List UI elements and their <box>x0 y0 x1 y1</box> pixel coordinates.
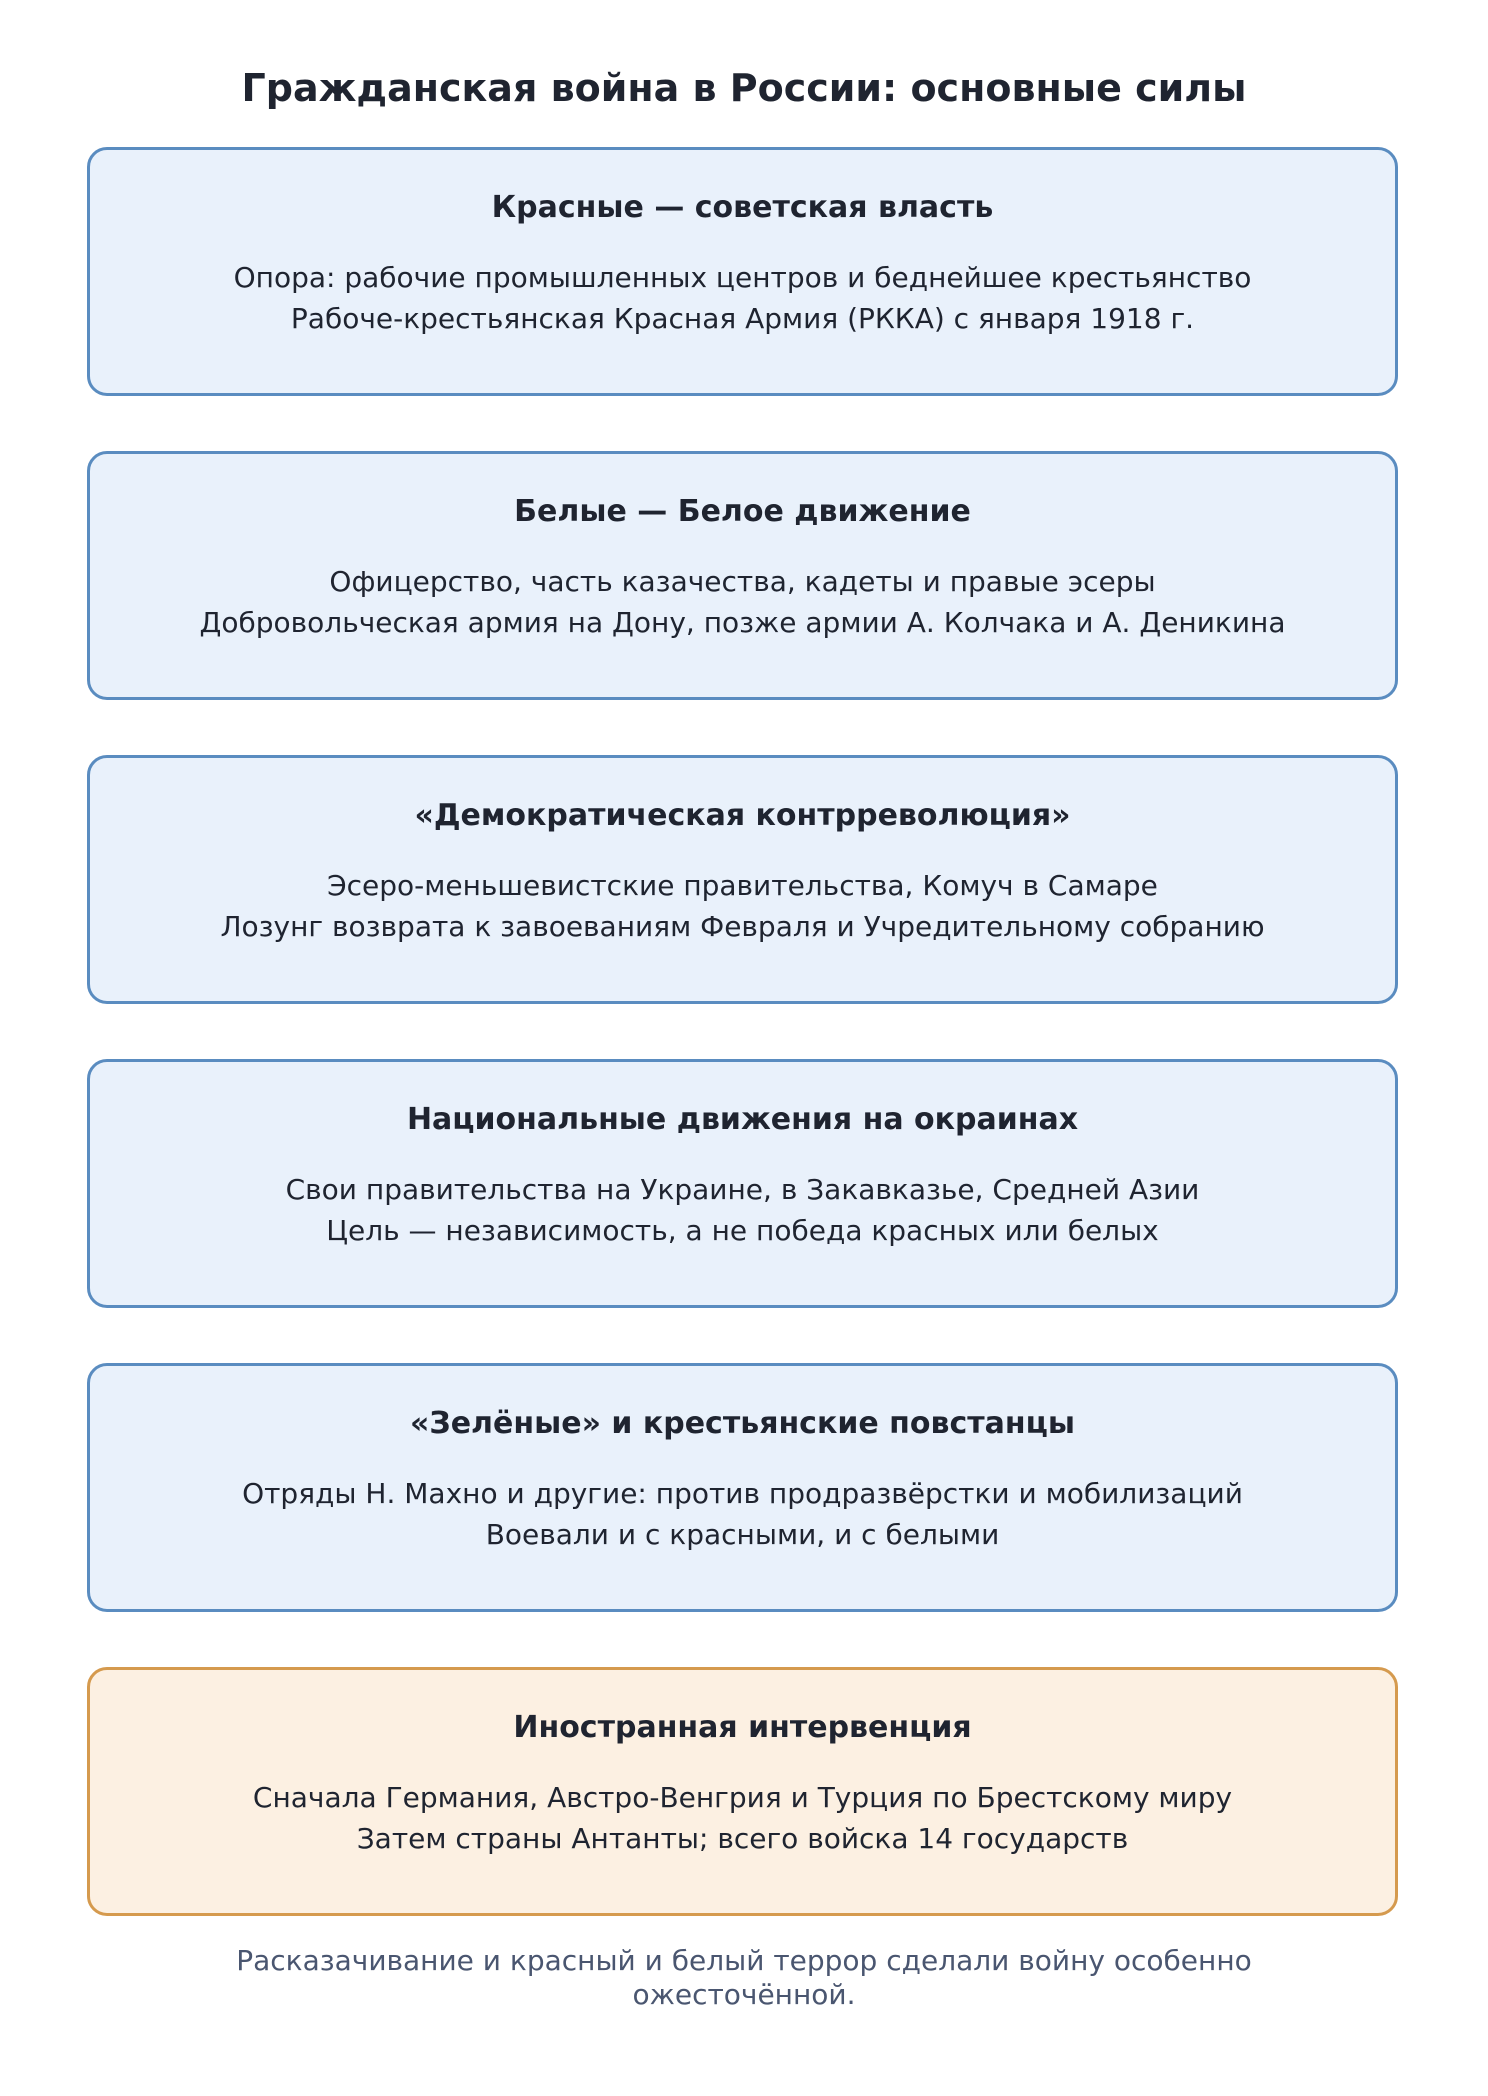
box-line: Сначала Германия, Австро-Венгрия и Турция по Брестскому миру <box>252 1781 1233 1814</box>
box-title: Национальные движения на окраинах <box>406 1102 1079 1137</box>
box-national-movements <box>87 1059 1398 1308</box>
forces-diagram <box>87 147 1398 1971</box>
box-line: Лозунг возврата к завоеваниям Февраля и Учредительному собранию <box>220 910 1265 943</box>
box-democratic-counterrevolution <box>87 755 1398 1004</box>
box-title: Иностранная интервенция <box>513 1710 972 1745</box>
box-line: Отряды Н. Махно и другие: против продразвёрстки и мобилизаций <box>242 1477 1243 1510</box>
box-line: Эсеро-меньшевистские правительства, Комуч в Самаре <box>327 869 1158 902</box>
box-title: Белые — Белое движение <box>514 494 971 529</box>
box-whites <box>87 451 1398 700</box>
box-line: Воевали и с красными, и с белыми <box>485 1518 1000 1551</box>
box-line: Опора: рабочие промышленных центров и беднейшее крестьянство <box>233 261 1252 294</box>
box-line: Рабоче-крестьянская Красная Армия (РККА) с января 1918 г. <box>290 302 1195 335</box>
box-line: Офицерство, часть казачества, кадеты и правые эсеры <box>329 565 1156 598</box>
box-line: Цель — независимость, а не победа красных или белых <box>326 1214 1159 1247</box>
box-title: «Зелёные» и крестьянские повстанцы <box>410 1406 1075 1441</box>
box-greens <box>87 1363 1398 1612</box>
box-title: Красные — советская власть <box>491 190 994 225</box>
box-reds <box>87 147 1398 396</box>
box-title: «Демократическая контрреволюция» <box>414 798 1071 833</box>
box-foreign-intervention <box>87 1667 1398 1916</box>
footnote: Расказачивание и красный и белый террор сделали войну особенно ожесточённой. <box>236 1944 1252 2011</box>
box-line: Затем страны Антанты; всего войска 14 государств <box>356 1822 1129 1855</box>
box-line: Свои правительства на Украине, в Закавказье, Средней Азии <box>285 1173 1200 1206</box>
page-title: Гражданская война в России: основные силы <box>241 66 1247 110</box>
box-line: Добровольческая армия на Дону, позже армии А. Колчака и А. Деникина <box>199 606 1286 639</box>
